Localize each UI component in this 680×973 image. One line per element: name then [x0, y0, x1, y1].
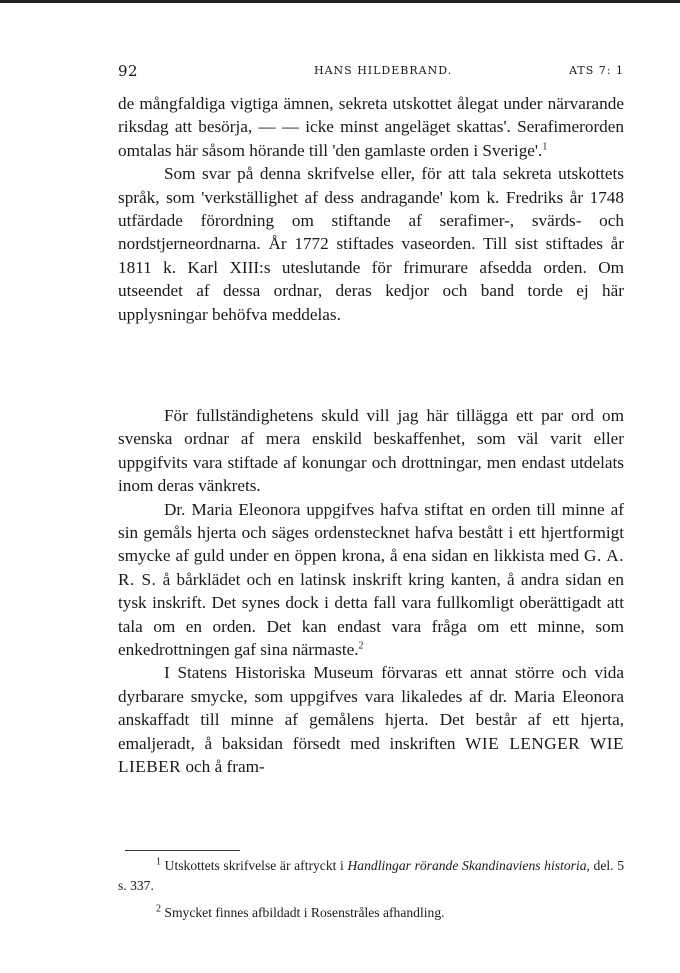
footnote-2: $^2$ Smycket finnes afbildadt i Rosenstråles afhandling. [156, 903, 445, 920]
footnote-ref-2: 2 [358, 640, 364, 652]
signature-mark: ATS 7: 1 [569, 64, 624, 77]
page-number: 92 [118, 62, 139, 80]
footnote-ref-1: 1 [542, 141, 548, 153]
running-header [118, 62, 624, 80]
text-block-1 [118, 92, 624, 326]
footnote-rule [125, 850, 240, 851]
paragraph-continued: de mångfaldiga vigtiga ämnen, sekreta utskottet ålegat under närvarande riksdag att besörja, — — icke minst angeläget skattas'. Serafimerorden omtalas här såsom hörande till 'den gamlaste orden i Sverige'.$^1$ [118, 94, 624, 160]
paragraph-orders-founded: Som svar på denna skrifvelse eller, för att tala sekreta utskottets språk, som 'verkställighet af dess andragande' kom k. Fredriks år 1748 utfärdade förordning om stiftande af serafimer-, svärds- och nordstjerneordnarna. År 1772 stiftades vaseorden. Till sist stiftades år 1811 k. Karl XIII:s uteslutande för frimurare afsedda orden. Om utseendet af dessa ordnar, deras kedjor och band torde ej här upplysningar behöfva meddelas. [118, 164, 624, 324]
footnotes [118, 856, 624, 930]
text-block-2 [118, 404, 624, 779]
paragraph-maria-eleonora: Dr. Maria Eleonora uppgifves hafva stiftat en orden till minne af sin gemåls hjerta och säges ordenstecknet hafva bestått i ett hjertformigt smycke af guld under en öppen krona, å ena sidan en likkista med G. A. R. S. å bårklädet och en latinsk inskrift kring kanten, å andra sidan en tysk inskrift. Det synes dock i detta fall vara fullkomligt oberättigadt att tala om en orden. Det kan endast vara fråga om ett minne, som enkedrottningen gaf sina närmaste.$^2$ [118, 499, 625, 660]
footnote-1: $^1$ Utskottets skrifvelse är aftryckt i Handlingar rörande Skandinaviens historia, del. 5 s. 337. [118, 856, 624, 893]
running-title: HANS HILDEBRAND. [314, 64, 453, 77]
jewel-inscription: WIE LENGER WIE LIEBER [118, 733, 624, 777]
coffin-initials: G. A. R. S. [118, 546, 624, 589]
page-top-rule [0, 0, 680, 3]
paragraph-historical-museum: I Statens Historiska Museum förvaras ett annat större och vida dyrbarare smycke, som uppgifves vara likaledes af dr. Maria Eleonora anskaffadt till minne af gemålens hjerta. Det består af ett hjerta, emaljeradt, å baksidan försedt med inskriften WIE LENGER WIE LIEBER och å fram- [118, 663, 624, 777]
footnote-1-title: Handlingar rörande Skandinaviens historia, [347, 858, 590, 873]
paragraph-private-orders: För fullständighetens skuld vill jag här tillägga ett par ord om svenska ordnar af mera enskild beskaffenhet, som väl varit eller uppgifvits vara stiftade af konungar och drottningar, men endast utdelats inom deras vänkrets. [118, 406, 624, 496]
